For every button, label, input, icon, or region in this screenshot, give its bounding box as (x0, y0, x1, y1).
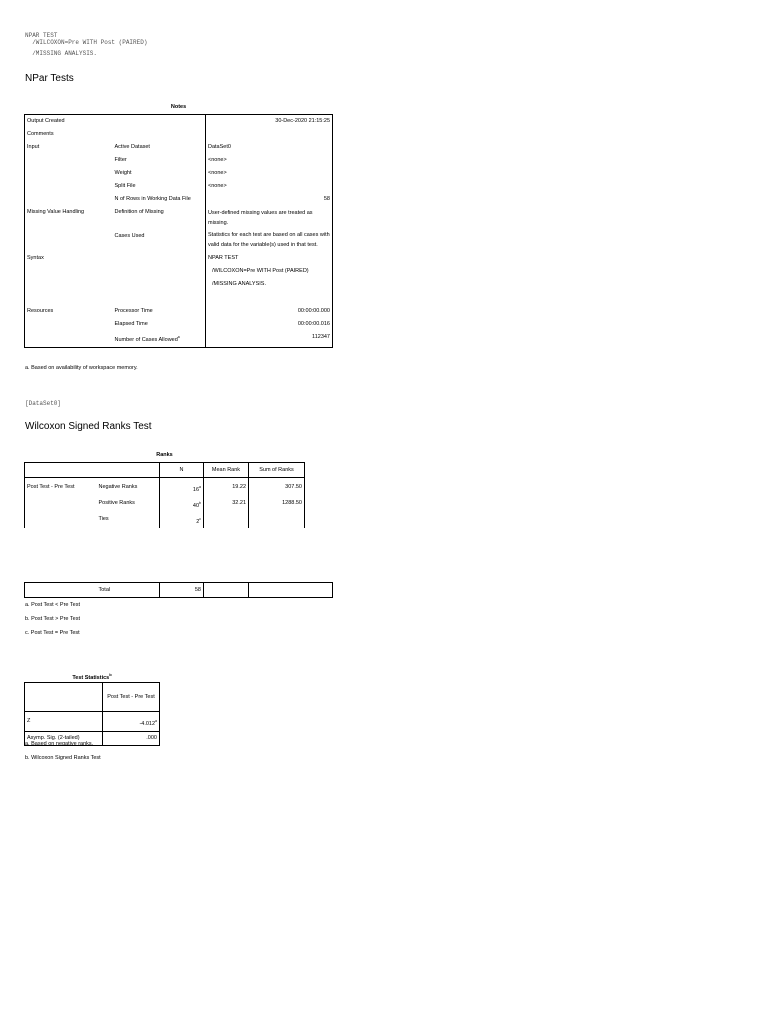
dataset-tag-text: [DataSet0] (25, 400, 62, 407)
output-created-value: 30-Dec-2020 21:15:25 (206, 115, 333, 129)
input-label: Input (27, 144, 40, 150)
ties-n-cell (160, 513, 204, 529)
wilcoxon-title: Wilcoxon Signed Ranks Test (25, 421, 152, 432)
table-row (25, 478, 305, 497)
ranks-footnote: c. Post Test = Pre Test (25, 630, 80, 636)
syntax-value-line: /WILCOXON=Pre WITH Post (PAIRED) (212, 268, 309, 274)
table-row (25, 206, 333, 230)
footnote-marker: c (199, 516, 201, 521)
comments-label: Comments (27, 131, 54, 137)
filter-value: <none> (206, 154, 333, 167)
notes-footnote: a. Based on availability of workspace memory. (25, 365, 138, 371)
ranks-total-table (24, 582, 333, 598)
table-row (25, 583, 333, 598)
negative-sum-of-ranks: 307.50 (249, 478, 305, 497)
resources-label: Resources (27, 308, 54, 314)
processor-time-label: Processor Time (114, 308, 153, 314)
test-statistics-caption-text: Test Statistics (72, 674, 110, 681)
ranks-row-label: Post Test - Pre Test (27, 484, 75, 490)
npar-tests-title: NPar Tests (25, 73, 74, 84)
n-rows-value: 58 (206, 193, 333, 206)
syntax-line: /WILCOXON=Pre WITH Post (PAIRED) (25, 38, 148, 46)
footnote-marker: b (109, 672, 112, 677)
positive-n: 40 (192, 502, 200, 509)
cases-used-value: Statistics for each test are based on all cases with valid data for the variable(s) used in that test. (206, 230, 333, 252)
table-row (25, 154, 333, 167)
syntax-value (206, 252, 333, 305)
cases-used-label: Cases Used (114, 233, 145, 239)
table-row (25, 497, 305, 513)
cases-allowed-value: 112347 (206, 331, 333, 347)
table-row (25, 180, 333, 193)
syntax-block (25, 33, 147, 58)
ranks-table (24, 462, 305, 528)
table-row (25, 193, 333, 206)
positive-sum-of-ranks: 1288.50 (249, 497, 305, 513)
table-row (25, 318, 333, 331)
output-created-label: Output Created (27, 118, 65, 124)
elapsed-time-value: 00:00:00.016 (206, 318, 333, 331)
ranks-footnote: b. Post Test > Pre Test (25, 616, 80, 622)
weight-label: Weight (114, 170, 132, 176)
footnote-marker: a (199, 485, 201, 489)
cases-allowed-cell (113, 331, 206, 347)
syntax-value-line: NPAR TEST (208, 255, 239, 261)
header-sum-of-ranks: Sum of Ranks (249, 463, 305, 478)
active-dataset-label: Active Dataset (114, 144, 150, 150)
test-statistics-table (24, 682, 160, 746)
test-statistics-footnote: a. Based on negative ranks. (25, 741, 94, 747)
z-value-cell (103, 712, 160, 732)
test-statistics-footnote: b. Wilcoxon Signed Ranks Test (25, 755, 101, 761)
processor-time-value: 00:00:00.000 (206, 305, 333, 318)
table-header-row (25, 463, 305, 478)
test-statistics-caption (24, 672, 160, 681)
table-row (25, 252, 333, 305)
syntax-value-line: /MISSING ANALYSIS. (212, 281, 266, 287)
header-post-minus-pre: Post Test - Pre Test (103, 683, 160, 712)
dataset-tag (25, 401, 61, 408)
footnote-marker: a (155, 719, 157, 723)
positive-mean-rank: 32.21 (204, 497, 249, 513)
definition-of-missing-label: Definition of Missing (114, 209, 164, 215)
footnote-marker: b (199, 500, 201, 505)
table-row (25, 167, 333, 180)
elapsed-time-label: Elapsed Time (114, 321, 148, 327)
total-label: Total (98, 587, 111, 593)
table-row (25, 331, 333, 347)
table-row (25, 712, 160, 732)
positive-n-cell (160, 497, 204, 513)
table-header-row (25, 683, 160, 712)
syntax-line: NPAR TEST (25, 32, 58, 39)
syntax-label: Syntax (27, 255, 44, 261)
table-row (25, 513, 305, 529)
table-row (25, 128, 333, 141)
active-dataset-value: DataSet0 (206, 141, 333, 154)
missing-value-handling-label: Missing Value Handling (27, 209, 85, 215)
table-row (25, 230, 333, 252)
split-file-value: <none> (206, 180, 333, 193)
split-file-label: Split File (114, 183, 136, 189)
table-row (25, 141, 333, 154)
n-rows-label: N of Rows in Working Data File (114, 196, 191, 202)
negative-mean-rank: 19.22 (204, 478, 249, 497)
ranks-footnote: a. Post Test < Pre Test (25, 602, 80, 608)
cases-allowed-label: Number of Cases Allowed (114, 336, 178, 343)
negative-n: 16 (192, 486, 200, 493)
total-n: 58 (160, 583, 204, 598)
filter-label: Filter (114, 157, 127, 163)
syntax-line: /MISSING ANALYSIS. (25, 50, 98, 57)
ranks-caption: Ranks (156, 452, 173, 458)
table-row (25, 305, 333, 318)
header-mean-rank: Mean Rank (204, 463, 249, 478)
negative-n-cell (160, 478, 204, 497)
footnote-marker: a (177, 335, 180, 339)
asymp-sig-label: Asymp. Sig. (2-tailed) (25, 731, 103, 745)
positive-ranks-label: Positive Ranks (98, 499, 135, 506)
asymp-sig-value: .000 (103, 731, 160, 745)
z-value: -4.012 (139, 720, 156, 727)
notes-caption: Notes (170, 104, 187, 110)
ties-label: Ties (98, 515, 109, 522)
header-n: N (160, 463, 204, 478)
notes-table (24, 114, 333, 348)
table-row (25, 115, 333, 129)
definition-of-missing-value: User-defined missing values are treated as missing. (206, 206, 333, 230)
negative-ranks-label: Negative Ranks (98, 484, 138, 490)
z-label: Z (27, 718, 31, 724)
weight-value: <none> (206, 167, 333, 180)
ties-n: 2 (196, 518, 200, 525)
